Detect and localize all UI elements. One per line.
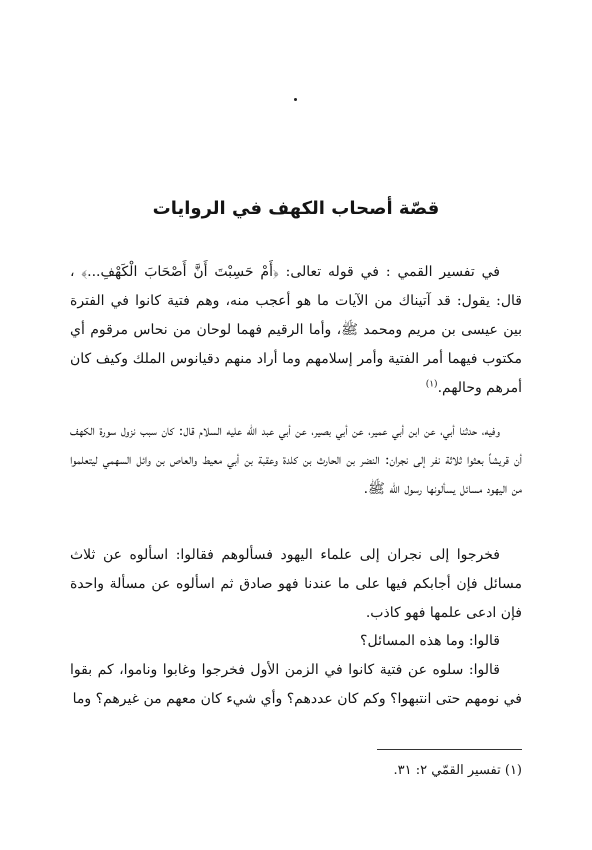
paragraph-2: وفيه، حدثنا أبي، عن ابن أبي عمير، عن أبي بصير، عن أبي عبد الله عليه السلام قال: كان سبب نزول سورة الكهف أن قريشاً بعثوا ثلاثة نفر إلى نجران: النضر بن الحارث بن كلدة وعقبة بن أبي معيط والعاص بن وائل السهمي ليتعلموا من اليهود مسائل يسألونها رسول الله ﷺ. <box>70 423 522 497</box>
paragraph-1 <box>70 258 522 403</box>
paragraph-4: قالوا: وما هذه المسائل؟ <box>360 633 500 649</box>
footnote-marker: (١) <box>425 379 438 390</box>
footnote: (١) تفسير القمّي ٢: ٣١. <box>393 763 522 778</box>
paragraph-1-text: في تفسير القمي : في قوله تعالى: ﴿أَمْ حَسِبْتَ أَنَّ أَصْحَابَ الْكَهْفِ...﴾ ، قال: يقول: قد آتيناك من الآيات ما هو أعجب منه، وهم فتية كانوا في الفترة بين عيسى بن مريم ومحمد ﷺ، وأما الرقيم فهما لوحان من نحاس مرقوم أي مكتوب فيهما أمر الفتية وأمر إسلامهم وما أراد منهم دقيانوس الملك وكيف كان أمرهم وحالهم. <box>70 264 522 396</box>
page-mark <box>294 98 297 101</box>
paragraph-3: فخرجوا إلى نجران إلى علماء اليهود فسألوهم فقالوا: اسألوه عن ثلاث مسائل فإن أجابكم فيها على ما عندنا فهو صادق ثم اسألوه عن مسألة واحدة فإن ادعى علمها فهو كاذب. <box>70 547 522 621</box>
paragraph-5: قالوا: سلوه عن فتية كانوا في الزمن الأول فخرجوا وغابوا وناموا، كم بقوا في نومهم حتى انتبهوا؟ وكم كان عددهم؟ وأي شيء كان معهم من غيرهم؟ وما <box>70 662 522 707</box>
page-title: قصّة أصحاب الكهف في الروايات <box>152 198 440 219</box>
footnote-divider <box>377 749 522 750</box>
